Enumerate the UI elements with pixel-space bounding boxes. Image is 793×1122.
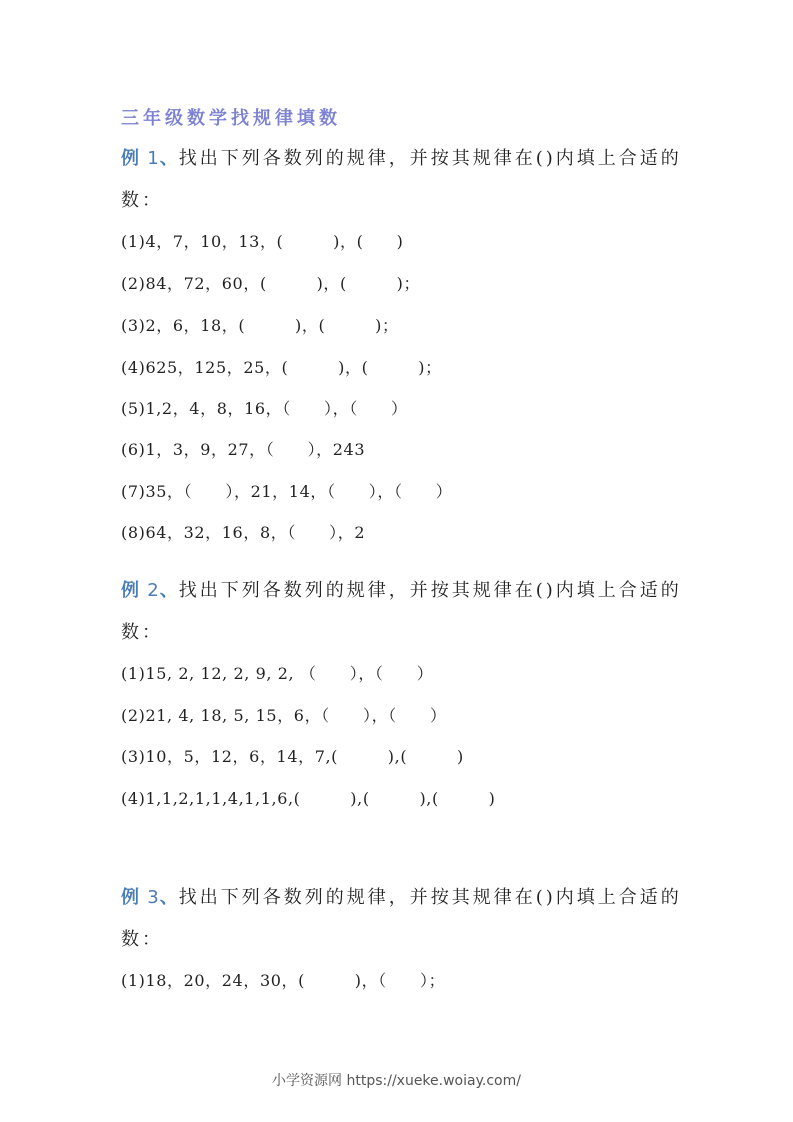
example-1-item-5: (5)1,2，4，8，16，（ ），（ ） xyxy=(121,399,408,418)
example-2-item-2: (2)21, 4, 18, 5, 15，6，（ ），（ ） xyxy=(121,706,447,725)
example-2-item-3: (3)10，5，12，6，14，7,( ),( ) xyxy=(121,747,464,766)
example-suffix: 、 xyxy=(159,887,179,908)
example-3-prompt: 找出下列各数列的规律，并按其规律在()内填上合适的 xyxy=(178,887,682,908)
example-1-prompt-cont: 数： xyxy=(121,190,163,211)
example-1-item-3: (3)2，6，18，( )，( )； xyxy=(121,316,399,335)
example-1-item-1: (1)4，7，10，13，( )，( ) xyxy=(121,232,404,251)
example-1-heading xyxy=(121,148,682,170)
document-title: 三年级数学找规律填数 xyxy=(121,108,341,129)
example-1-label xyxy=(121,148,179,169)
example-1-item-6: (6)1，3，9，27，（ ），243 xyxy=(121,440,366,459)
example-label-text: 例 xyxy=(121,580,140,601)
page-footer: 小学资源网 https://xueke.woiay.com/ xyxy=(272,1073,521,1089)
example-2-prompt: 找出下列各数列的规律，并按其规律在()内填上合适的 xyxy=(178,580,682,601)
example-1-item-2: (2)84，72，60，( )，( )； xyxy=(121,274,421,293)
example-3-item-1: (1)18，20，24，30，( )，（ ）； xyxy=(121,971,446,990)
example-3-heading xyxy=(121,887,682,909)
example-1-item-8: (8)64，32，16，8，（ ），2 xyxy=(121,523,366,542)
example-number: 1 xyxy=(147,148,160,169)
example-label-text: 例 xyxy=(121,887,140,908)
example-1-item-7: (7)35，（ ），21，14，（ ），（ ） xyxy=(121,482,453,501)
example-2-label xyxy=(121,580,179,601)
example-1-item-4: (4)625，125，25，( )，( )； xyxy=(121,358,442,377)
example-1-prompt: 找出下列各数列的规律，并按其规律在()内填上合适的 xyxy=(178,148,682,169)
example-2-prompt-cont: 数： xyxy=(121,622,163,643)
example-3-prompt-cont: 数： xyxy=(121,929,163,950)
example-2-heading xyxy=(121,580,682,602)
example-label-text: 例 xyxy=(121,148,140,169)
example-suffix: 、 xyxy=(159,148,179,169)
example-number: 3 xyxy=(147,887,160,908)
example-3-label xyxy=(121,887,179,908)
example-2-item-4: (4)1,1,2,1,1,4,1,1,6,( ),( ),( ) xyxy=(121,789,496,808)
example-number: 2 xyxy=(147,580,160,601)
example-2-item-1: (1)15, 2, 12, 2, 9, 2, （ ），（ ） xyxy=(121,664,434,683)
example-suffix: 、 xyxy=(159,580,179,601)
